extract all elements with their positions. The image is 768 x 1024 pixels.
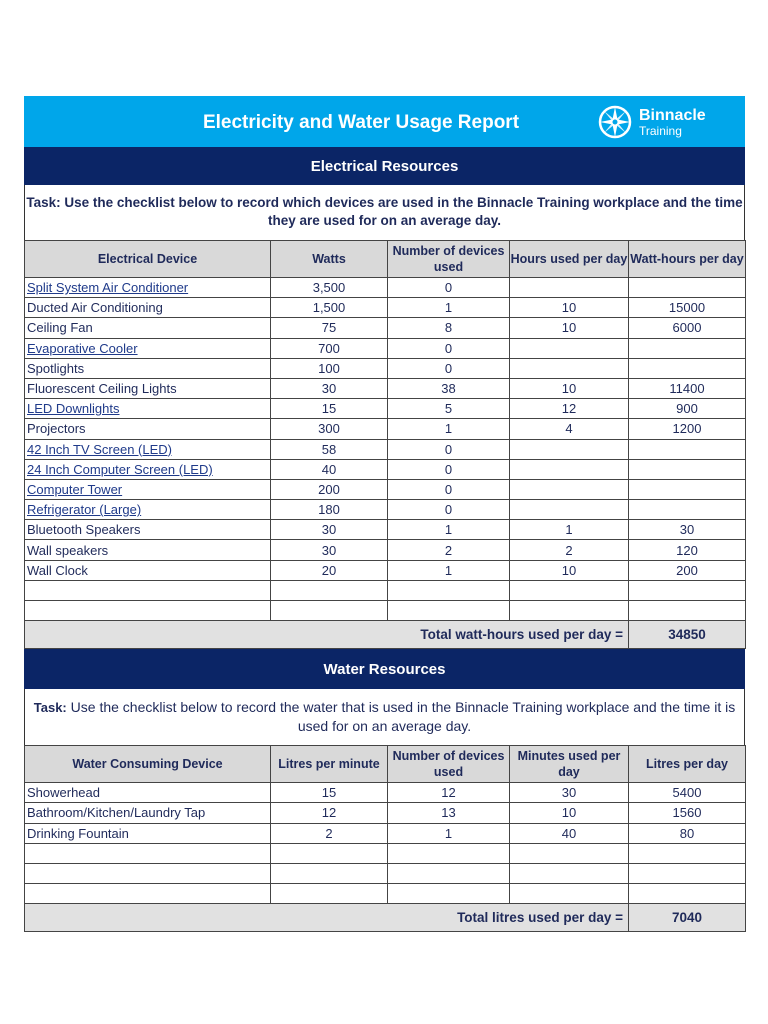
table-row xyxy=(25,580,746,600)
cell-wh xyxy=(629,580,746,600)
cell-wh xyxy=(629,439,746,459)
cell-lpm: 2 xyxy=(271,823,388,843)
col-header-watt-hours: Watt-hours per day xyxy=(629,241,746,278)
cell-count: 1 xyxy=(388,560,510,580)
cell-device: Ducted Air Conditioning xyxy=(25,298,271,318)
cell-hours: 10 xyxy=(510,298,629,318)
water-header-row xyxy=(25,746,746,783)
table-row xyxy=(25,500,746,520)
cell-count: 5 xyxy=(388,399,510,419)
cell-wh: 11400 xyxy=(629,378,746,398)
table-row xyxy=(25,439,746,459)
cell-hours xyxy=(510,500,629,520)
table-row xyxy=(25,560,746,580)
table-row xyxy=(25,338,746,358)
water-total-label: Total litres used per day = xyxy=(25,904,629,932)
logo-name: Binnacle xyxy=(639,106,706,124)
cell-hours xyxy=(510,459,629,479)
cell-count: 0 xyxy=(388,358,510,378)
cell-device: Bathroom/Kitchen/Laundry Tap xyxy=(25,803,271,823)
table-row xyxy=(25,419,746,439)
electrical-table xyxy=(24,240,746,649)
table-row xyxy=(25,863,746,883)
cell-hours: 10 xyxy=(510,378,629,398)
cell-watts: 30 xyxy=(271,520,388,540)
cell-device xyxy=(25,459,271,479)
table-row xyxy=(25,378,746,398)
report-title: Electricity and Water Usage Report xyxy=(202,112,520,133)
cell-wh: 6000 xyxy=(629,318,746,338)
cell-watts: 700 xyxy=(271,338,388,358)
cell-wh xyxy=(629,601,746,621)
cell-lpd xyxy=(629,843,746,863)
cell-watts: 300 xyxy=(271,419,388,439)
cell-device: Projectors xyxy=(25,419,271,439)
cell-hours xyxy=(510,601,629,621)
cell-device: Ceiling Fan xyxy=(25,318,271,338)
title-bar xyxy=(24,96,745,147)
cell-count: 0 xyxy=(388,278,510,298)
water-task xyxy=(24,689,745,745)
cell-device xyxy=(25,439,271,459)
cell-hours xyxy=(510,479,629,499)
cell-count: 0 xyxy=(388,500,510,520)
cell-watts: 180 xyxy=(271,500,388,520)
table-row xyxy=(25,823,746,843)
cell-device: Wall speakers xyxy=(25,540,271,560)
cell-wh xyxy=(629,278,746,298)
water-rows xyxy=(25,783,746,904)
cell-wh: 200 xyxy=(629,560,746,580)
water-task-label: Task: xyxy=(33,700,67,716)
cell-count: 0 xyxy=(388,479,510,499)
cell-minutes xyxy=(510,843,629,863)
cell-wh xyxy=(629,358,746,378)
cell-device xyxy=(25,399,271,419)
cell-wh xyxy=(629,338,746,358)
cell-hours xyxy=(510,580,629,600)
device-link[interactable]: Computer Tower xyxy=(27,481,123,497)
cell-count: 1 xyxy=(388,823,510,843)
col-header-watts: Watts xyxy=(271,241,388,278)
cell-device xyxy=(25,843,271,863)
cell-count: 0 xyxy=(388,338,510,358)
cell-lpd xyxy=(629,884,746,904)
cell-hours: 2 xyxy=(510,540,629,560)
table-row xyxy=(25,843,746,863)
cell-watts: 100 xyxy=(271,358,388,378)
cell-count: 1 xyxy=(388,298,510,318)
cell-lpd: 5400 xyxy=(629,783,746,803)
cell-device xyxy=(25,580,271,600)
cell-minutes xyxy=(510,863,629,883)
water-total-value: 7040 xyxy=(629,904,746,932)
cell-lpm xyxy=(271,884,388,904)
table-row xyxy=(25,520,746,540)
cell-count: 1 xyxy=(388,419,510,439)
cell-count: 38 xyxy=(388,378,510,398)
cell-watts: 58 xyxy=(271,439,388,459)
cell-wh: 900 xyxy=(629,399,746,419)
cell-watts: 20 xyxy=(271,560,388,580)
cell-watts: 3,500 xyxy=(271,278,388,298)
cell-wh: 1200 xyxy=(629,419,746,439)
cell-hours: 12 xyxy=(510,399,629,419)
cell-minutes: 30 xyxy=(510,783,629,803)
electrical-total-value: 34850 xyxy=(629,621,746,649)
cell-hours: 4 xyxy=(510,419,629,439)
electrical-total-label: Total watt-hours used per day = xyxy=(25,621,629,649)
cell-hours xyxy=(510,278,629,298)
cell-wh xyxy=(629,479,746,499)
cell-watts: 200 xyxy=(271,479,388,499)
table-row xyxy=(25,358,746,378)
cell-count: 8 xyxy=(388,318,510,338)
cell-hours xyxy=(510,338,629,358)
table-row xyxy=(25,884,746,904)
device-link[interactable]: 24 Inch Computer Screen (LED) xyxy=(27,461,213,477)
col-header-electrical-device: Electrical Device xyxy=(25,241,271,278)
col-header-litres-per-minute: Litres per minute xyxy=(271,746,388,783)
electrical-total-row xyxy=(25,621,746,649)
table-row xyxy=(25,479,746,499)
col-header-water-devices-used: Number of devices used xyxy=(388,746,510,783)
cell-watts: 1,500 xyxy=(271,298,388,318)
water-task-text: Use the checklist below to record the water that is used in the Binnacle Training workplace and the time it is used for on an average day. xyxy=(70,699,736,735)
cell-minutes: 10 xyxy=(510,803,629,823)
table-row xyxy=(25,298,746,318)
table-row xyxy=(25,783,746,803)
col-header-devices-used: Number of devices used xyxy=(388,241,510,278)
cell-minutes xyxy=(510,884,629,904)
device-link[interactable]: LED Downlights xyxy=(27,401,120,417)
cell-wh xyxy=(629,459,746,479)
cell-device xyxy=(25,278,271,298)
cell-wh: 30 xyxy=(629,520,746,540)
cell-count: 13 xyxy=(388,803,510,823)
cell-hours: 10 xyxy=(510,560,629,580)
electrical-header-row xyxy=(25,241,746,278)
cell-wh: 15000 xyxy=(629,298,746,318)
cell-watts xyxy=(271,580,388,600)
cell-watts: 75 xyxy=(271,318,388,338)
compass-star-icon xyxy=(597,104,633,140)
cell-lpm xyxy=(271,863,388,883)
cell-minutes: 40 xyxy=(510,823,629,843)
cell-hours: 1 xyxy=(510,520,629,540)
cell-count: 0 xyxy=(388,459,510,479)
cell-count xyxy=(388,884,510,904)
cell-lpd: 80 xyxy=(629,823,746,843)
cell-count xyxy=(388,863,510,883)
device-link[interactable]: Split System Air Conditioner xyxy=(27,280,189,296)
cell-wh: 120 xyxy=(629,540,746,560)
cell-lpm: 12 xyxy=(271,803,388,823)
cell-device: Showerhead xyxy=(25,783,271,803)
cell-lpm: 15 xyxy=(271,783,388,803)
cell-count: 1 xyxy=(388,520,510,540)
electrical-section-title: Electrical Resources xyxy=(24,147,745,185)
table-row xyxy=(25,803,746,823)
cell-watts: 30 xyxy=(271,540,388,560)
cell-device: Drinking Fountain xyxy=(25,823,271,843)
cell-watts: 40 xyxy=(271,459,388,479)
cell-lpd xyxy=(629,863,746,883)
cell-watts: 15 xyxy=(271,399,388,419)
water-section-title: Water Resources xyxy=(24,649,745,689)
col-header-litres-per-day: Litres per day xyxy=(629,746,746,783)
table-row xyxy=(25,399,746,419)
water-table xyxy=(24,745,746,932)
device-link[interactable]: Refrigerator (Large) xyxy=(27,502,142,518)
cell-count: 12 xyxy=(388,783,510,803)
device-link[interactable]: 42 Inch TV Screen (LED) xyxy=(27,441,172,457)
cell-device: Spotlights xyxy=(25,358,271,378)
table-row xyxy=(25,540,746,560)
cell-lpd: 1560 xyxy=(629,803,746,823)
device-link[interactable]: Evaporative Cooler xyxy=(27,340,138,356)
cell-lpm xyxy=(271,843,388,863)
cell-watts xyxy=(271,601,388,621)
cell-device: Bluetooth Speakers xyxy=(25,520,271,540)
cell-count xyxy=(388,580,510,600)
cell-count xyxy=(388,601,510,621)
cell-count: 2 xyxy=(388,540,510,560)
table-row xyxy=(25,278,746,298)
cell-device xyxy=(25,338,271,358)
electrical-task-text: Task: Use the checklist below to record which devices are used in the Binnacle Training workplace and the time they are used for on an average day. xyxy=(24,185,745,240)
binnacle-logo xyxy=(597,104,706,140)
cell-device xyxy=(25,863,271,883)
cell-wh xyxy=(629,500,746,520)
cell-hours xyxy=(510,439,629,459)
table-row xyxy=(25,459,746,479)
col-header-minutes-per-day: Minutes used per day xyxy=(510,746,629,783)
report-sheet xyxy=(24,96,745,932)
electrical-rows xyxy=(25,278,746,621)
cell-watts: 30 xyxy=(271,378,388,398)
water-total-row xyxy=(25,904,746,932)
table-row xyxy=(25,318,746,338)
cell-count: 0 xyxy=(388,439,510,459)
cell-count xyxy=(388,843,510,863)
cell-device xyxy=(25,500,271,520)
cell-hours: 10 xyxy=(510,318,629,338)
table-row xyxy=(25,601,746,621)
cell-device xyxy=(25,479,271,499)
cell-device: Fluorescent Ceiling Lights xyxy=(25,378,271,398)
col-header-water-device: Water Consuming Device xyxy=(25,746,271,783)
cell-hours xyxy=(510,358,629,378)
cell-device xyxy=(25,884,271,904)
cell-device xyxy=(25,601,271,621)
col-header-hours-per-day: Hours used per day xyxy=(510,241,629,278)
logo-subtitle: Training xyxy=(639,123,682,138)
cell-device: Wall Clock xyxy=(25,560,271,580)
